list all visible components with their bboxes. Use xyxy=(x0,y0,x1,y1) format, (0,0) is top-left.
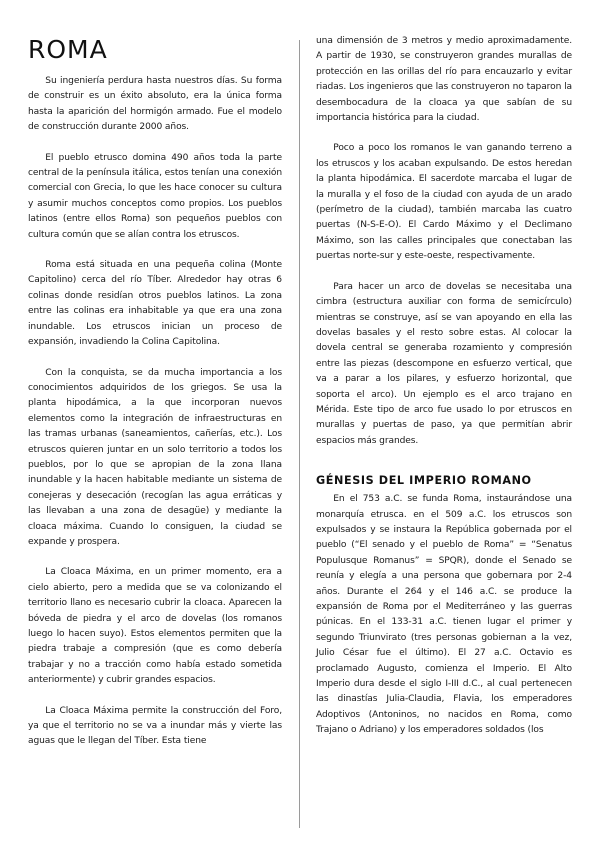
right-column xyxy=(316,34,572,754)
left-column xyxy=(28,34,282,765)
paragraph: Con la conquista, se da mucha importancia a los conocimientos adquiridos de los griegos. Se usa la planta hipodámica, a la que incorporan nuevos elementos como la integración de infraestructuras en las tramas urbanas (saneamientos, cañerías, etc.). Los etruscos quieren juntar en un solo territorio a todos los pueblos, por lo que se apropian de la zona llana inundable y la hacen habitable mediante un sistema de conejeras y desecación (recogían las agua erráticas y las llevaban a una zona de desagüe) y mediante la cloaca máxima. Cuando lo consiguen, la ciudad se expande y prospera. xyxy=(28,367,282,547)
paragraph: Para hacer un arco de dovelas se necesitaba una cimbra (estructura auxiliar con forma de semicírculo) mientras se construye, así se van apoyando en ella las dovelas basales y el resto sobre estas. Al colocar la dovela central se generaba rozamiento y compresión entre las piezas (descompone en esfuerzo vertical, que va a parar a los pilares, y esfuerzo horizontal, que soporta el arco). Un ejemplo es el arco trajano en Mérida. Este tipo de arco fue usado lo por etruscos en murallas y puertas de paso, ya que permitían abrir espacios más grandes. xyxy=(316,281,572,446)
column-divider xyxy=(299,40,300,828)
section-gap xyxy=(316,464,572,473)
paragraph: Su ingeniería perdura hasta nuestros días. Su forma de construir es un éxito absoluto, era la única forma hasta la aparición del hormigón armado. Fue el modelo de construcción durante 2000 años. xyxy=(28,76,282,133)
paragraph: La Cloaca Máxima, en un primer momento, era a cielo abierto, pero a medida que se va colonizando el territorio llano es necesario cubrir la cloaca. Aparecen la bóveda de piedra y el arco de dovelas (los romanos luego lo hacen suyo). Estos elementos permiten que la piedra trabaje a compresión (que es como debería trabajar y no a tracción como había estado sometida anteriormente) y cubrir grandes espacios. xyxy=(28,567,282,686)
paragraph: La Cloaca Máxima permite la construcción del Foro, ya que el territorio no se va a inundar más y vierte las aguas que le llegan del Tíber. Esta tiene xyxy=(28,705,282,747)
page-title: ROMA xyxy=(28,35,108,64)
paragraph: El pueblo etrusco domina 490 años toda la parte central de la península itálica, estos tenían una conexión comercial con Grecia, lo que les hace conocer su cultura y asumir muchos conceptos como propios. Los pueblos latinos (entre ellos Roma) son pequeños pueblos con cultura común que se alían contra los etruscos. xyxy=(28,152,282,240)
section-heading: GÉNESIS DEL IMPERIO ROMANO xyxy=(316,474,532,488)
paragraph: Poco a poco los romanos le van ganando terreno a los etruscos y los acaban expulsando. De estos heredan la planta hipodámica. El sacerdote marcaba el lugar de la muralla y el foso de la ciudad con ayuda de un arado (perímetro de la ciudad), también marcaba las cuatro puertas (N-S-E-O). El Cardo Máximo y el Declimano Máximo, son las calles principales que conectaban las puertas norte-sur y este-oeste, respectivamente. xyxy=(316,143,572,262)
paragraph-continued: una dimensión de 3 metros y medio aproximadamente. A partir de 1930, se construyeron grandes murallas de protección en las orillas del río para encauzarlo y evitar riadas. Los ingenieros que las construyeron no taparon la desembocadura de la cloaca ya que sabían de su importancia histórica para la ciudad. xyxy=(316,36,572,124)
paragraph: En el 753 a.C. se funda Roma, instaurándose una monarquía etrusca. en el 509 a.C. los etruscos son expulsados y se instaura la República gobernada por el pueblo (“El senado y el pueblo de Roma” = “Senatus Populusque Romanus” = SPQR), donde el Senado se reunía y elegía a una persona que gobernara por 2-4 años. Durante el 264 y el 146 a.C. se produce la expansión de Roma por el Mediterráneo y las guerras púnicas. En el 133-31 a.C. tienen lugar el primer y segundo Triunvirato (tres personas gobiernan a la vez, Julio César fue el último). El 27 a.C. Octavio es proclamado Augusto, comienza el Imperio. El Alto Imperio dura desde el siglo I-III d.C., al cual pertenecen las dinastías Julia-Claudia, Flavia, los emperadores Adoptivos (Antoninos, no nacidos en Roma, como Trajano o Adriano) y los emperadores soldados (los xyxy=(316,494,572,736)
paragraph: Roma está situada en una pequeña colina (Monte Capitolino) cerca del río Tíber. Alrededor hay otras 6 colinas donde residían otros pueblos latinos. La zona entre las colinas era inhabitable ya que era una zona inundable. Los etruscos inician un proceso de expansión, invadiendo la Colina Capitolina. xyxy=(28,260,282,348)
